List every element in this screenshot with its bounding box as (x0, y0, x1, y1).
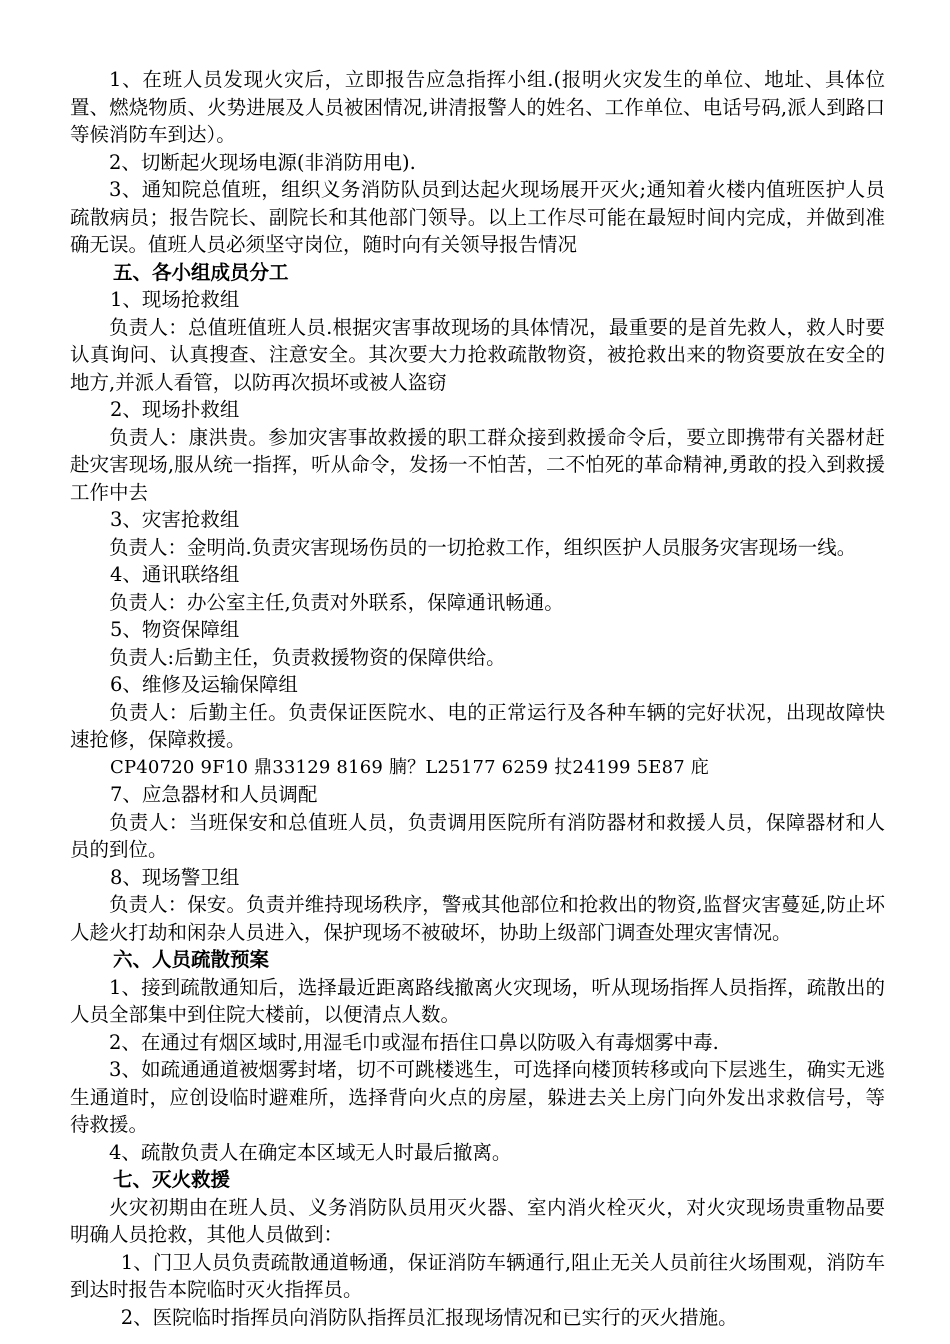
section-heading-6: 六、人员疏散预案 (113, 948, 270, 971)
group-text-5: 负责人:后勤主任，负责救援物资的保障供给。 (109, 645, 506, 669)
section-heading-7: 七、灭火救援 (113, 1168, 231, 1191)
paragraph-cut-power: 2、切断起火现场电源(非消防用电). (109, 150, 416, 174)
group-title-3: 3、灾害抢救组 (110, 508, 240, 531)
group-text-2: 负责人：康洪贵。参加灾害事故救援的职工群众接到救援命令后，要立即携带有关器材赶赴灾害现场,服从统一指挥，听从命令，发扬一不怕苦，二不怕死的革命精神,勇敢的投入到救援工作中去 (70, 425, 885, 504)
firefight-intro: 火灾初期由在班人员、义务消防队员用灭火器、室内消火栓灭火，对火灾现场贵重物品要明确人员抢救，其他人员做到： (70, 1195, 885, 1246)
group-title-2: 2、现场扑救组 (110, 398, 240, 421)
evac-item-3: 3、如疏通通道被烟雾封堵，切不可跳楼逃生，可选择向楼顶转移或向下层逃生，确实无逃生通道时，应创设临时避难所，选择背向火点的房屋，躲进去关上房门向外发出求救信号，等待救援。 (70, 1058, 885, 1136)
group-title-7: 7、应急器材和人员调配 (110, 783, 318, 806)
group-text-1: 负责人：总值班值班人员.根据灾害事故现场的具体情况，最重要的是首先救人，救人时要认真询问、认真搜查、注意安全。其次要大力抢救疏散物资，被抢救出来的物资要放在安全的地方,并派人看管，以防再次损坏或被人盗窃 (70, 315, 885, 394)
group-title-5: 5、物资保障组 (110, 618, 240, 641)
group-text-4: 负责人：办公室主任,负责对外联系，保障通讯畅通。 (109, 590, 564, 614)
group-text-7: 负责人：当班保安和总值班人员，负责调用医院所有消防器材和救援人员，保障器材和人员的到位。 (70, 810, 885, 861)
section-heading-5: 五、各小组成员分工 (113, 260, 289, 284)
group-title-4: 4、通讯联络组 (110, 563, 240, 586)
document-page (70, 66, 885, 1331)
evac-item-4: 4、疏散负责人在确定本区域无人时最后撤离。 (109, 1140, 512, 1164)
evac-item-2: 2、在通过有烟区域时,用湿毛巾或湿布捂住口鼻以防吸入有毒烟雾中毒. (109, 1030, 719, 1054)
garbled-code-line: CP40720 9F10 鼎33129 8169 腩？L25177 6259 扙24199 5E87 庇 (110, 756, 710, 778)
group-text-8: 负责人：保安。负责并维持现场秩序，警戒其他部位和抢救出的物资,监督灾害蔓延,防止坏人趁火打劫和闲杂人员进入，保护现场不被破坏，协助上级部门调查处理灾害情况。 (70, 893, 885, 944)
group-title-8: 8、现场警卫组 (110, 865, 240, 889)
firefight-item-2: 2、医院临时指挥员向消防队指挥员汇报现场情况和已实行的灭火措施。 (120, 1305, 738, 1329)
group-title-1: 1、现场抢救组 (110, 288, 240, 311)
firefight-item-1: 1、门卫人员负责疏散通道畅通，保证消防车辆通行,阻止无关人员前往火场围观，消防车到达时报告本院临时灭火指挥员。 (70, 1250, 885, 1301)
paragraph-report-fire: 1、在班人员发现火灾后，立即报告应急指挥小组.(报明火灾发生的单位、地址、具体位置、燃烧物质、火势进展及人员被困情况,讲清报警人的姓名、工作单位、电话号码,派人到路口等候消防车到达）。 (70, 68, 885, 146)
paragraph-notify-duty: 3、通知院总值班，组织义务消防队员到达起火现场展开灭火;通知着火楼内值班医护人员疏散病员；报告院长、副院长和其他部门领导。以上工作尽可能在最短时间内完成，并做到准确无误。值班人员必须坚守岗位，随时向有关领导报告情况 (70, 178, 885, 256)
group-title-6: 6、维修及运输保障组 (110, 673, 298, 696)
group-text-6: 负责人：后勤主任。负责保证医院水、电的正常运行及各种车辆的完好状况，出现故障快速抢修，保障救援。 (70, 700, 885, 751)
group-text-3: 负责人：金明尚.负责灾害现场伤员的一切抢救工作，组织医护人员服务灾害现场一线。 (109, 535, 857, 559)
evac-item-1: 1、接到疏散通知后，选择最近距离路线撤离火灾现场，听从现场指挥人员指挥，疏散出的人员全部集中到住院大楼前，以便清点人数。 (70, 975, 885, 1026)
